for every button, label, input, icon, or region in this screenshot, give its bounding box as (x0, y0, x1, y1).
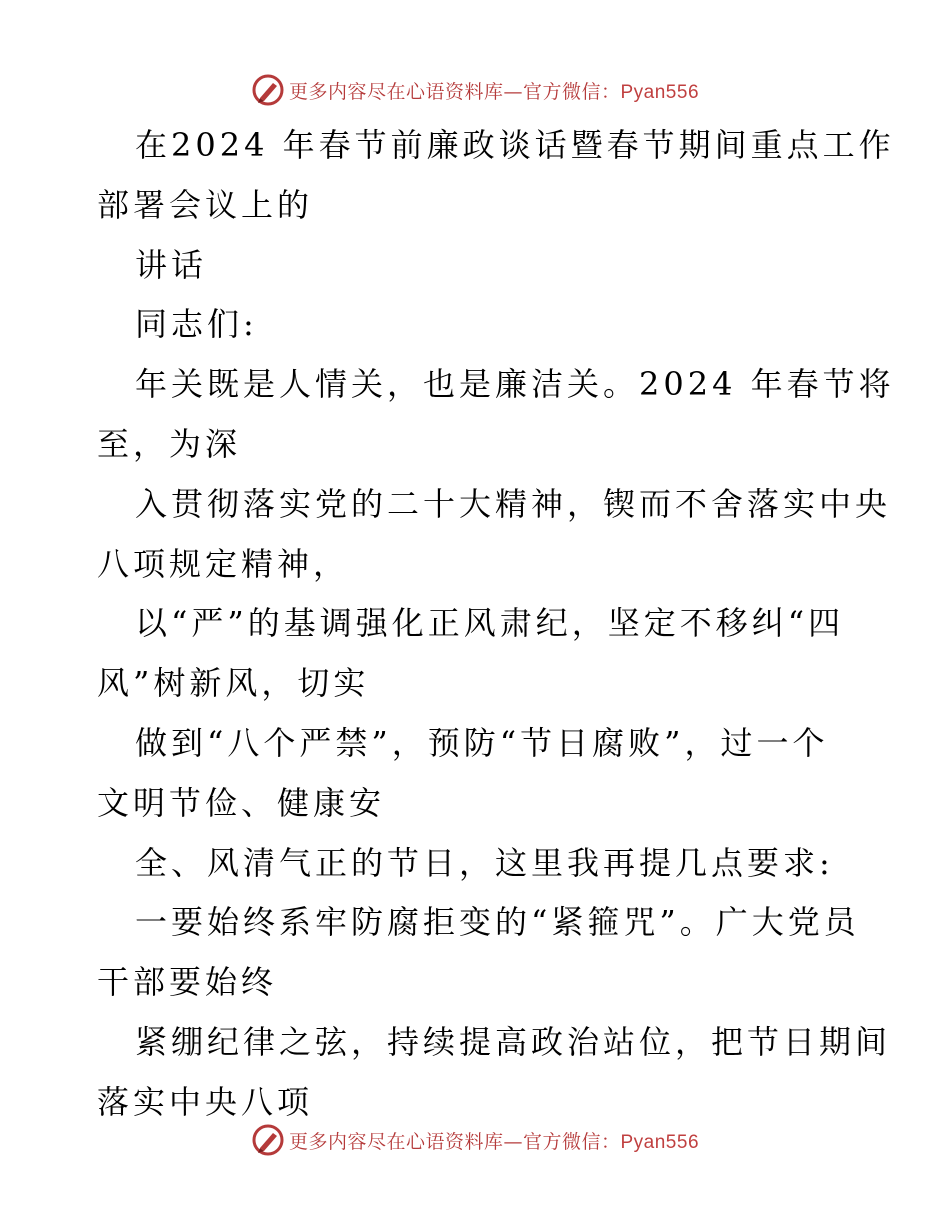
paragraph-line: 文明节俭、健康安 (97, 783, 386, 822)
paragraph-line: 至，为深 (97, 424, 242, 463)
paragraph-line: 八项规定精神， (97, 544, 350, 583)
pen-logo-icon (251, 1123, 285, 1157)
paragraph-line: 紧绷纪律之弦，持续提高政治站位，把节日期间 (135, 1022, 892, 1061)
header-banner (0, 70, 950, 110)
paragraph-line: 入贯彻落实党的二十大精神，锲而不舍落实中央 (135, 484, 892, 523)
salutation: 同志们: (135, 305, 258, 344)
title-line-1: 在2024 年春节前廉政谈话暨春节期间重点工作 (135, 126, 895, 164)
banner-text: 更多内容尽在心语资料库—官方微信：Pyan556 (288, 1130, 700, 1153)
paragraph-line: 做到“八个严禁”，预防“节日腐败”，过一个 (135, 723, 829, 762)
paragraph-line: 干部要始终 (97, 963, 278, 1002)
footer-banner (0, 1120, 950, 1160)
pen-logo-icon (251, 73, 285, 107)
paragraph-line: 年关既是人情关，也是廉洁关。2024 年春节将 (135, 365, 895, 404)
paragraph-line: 落实中央八项 (97, 1082, 314, 1121)
banner-text: 更多内容尽在心语资料库—官方微信：Pyan556 (288, 80, 700, 103)
wechat-id: Pyan556 (620, 1131, 700, 1153)
paragraph-line: 风”树新风，切实 (97, 664, 370, 703)
paragraph-line: 一要始终系牢防腐拒变的“紧箍咒”。广大党员 (135, 903, 860, 942)
paragraph-line: 以“严”的基调强化正风肃纪，坚定不移纠“四 (135, 604, 845, 643)
title-line-2: 部署会议上的 (97, 185, 314, 224)
wechat-id: Pyan556 (620, 81, 700, 103)
document-body (97, 116, 895, 1133)
paragraph-line: 全、风清气正的节日，这里我再提几点要求: (135, 843, 834, 882)
title-line-3: 讲话 (135, 245, 208, 284)
